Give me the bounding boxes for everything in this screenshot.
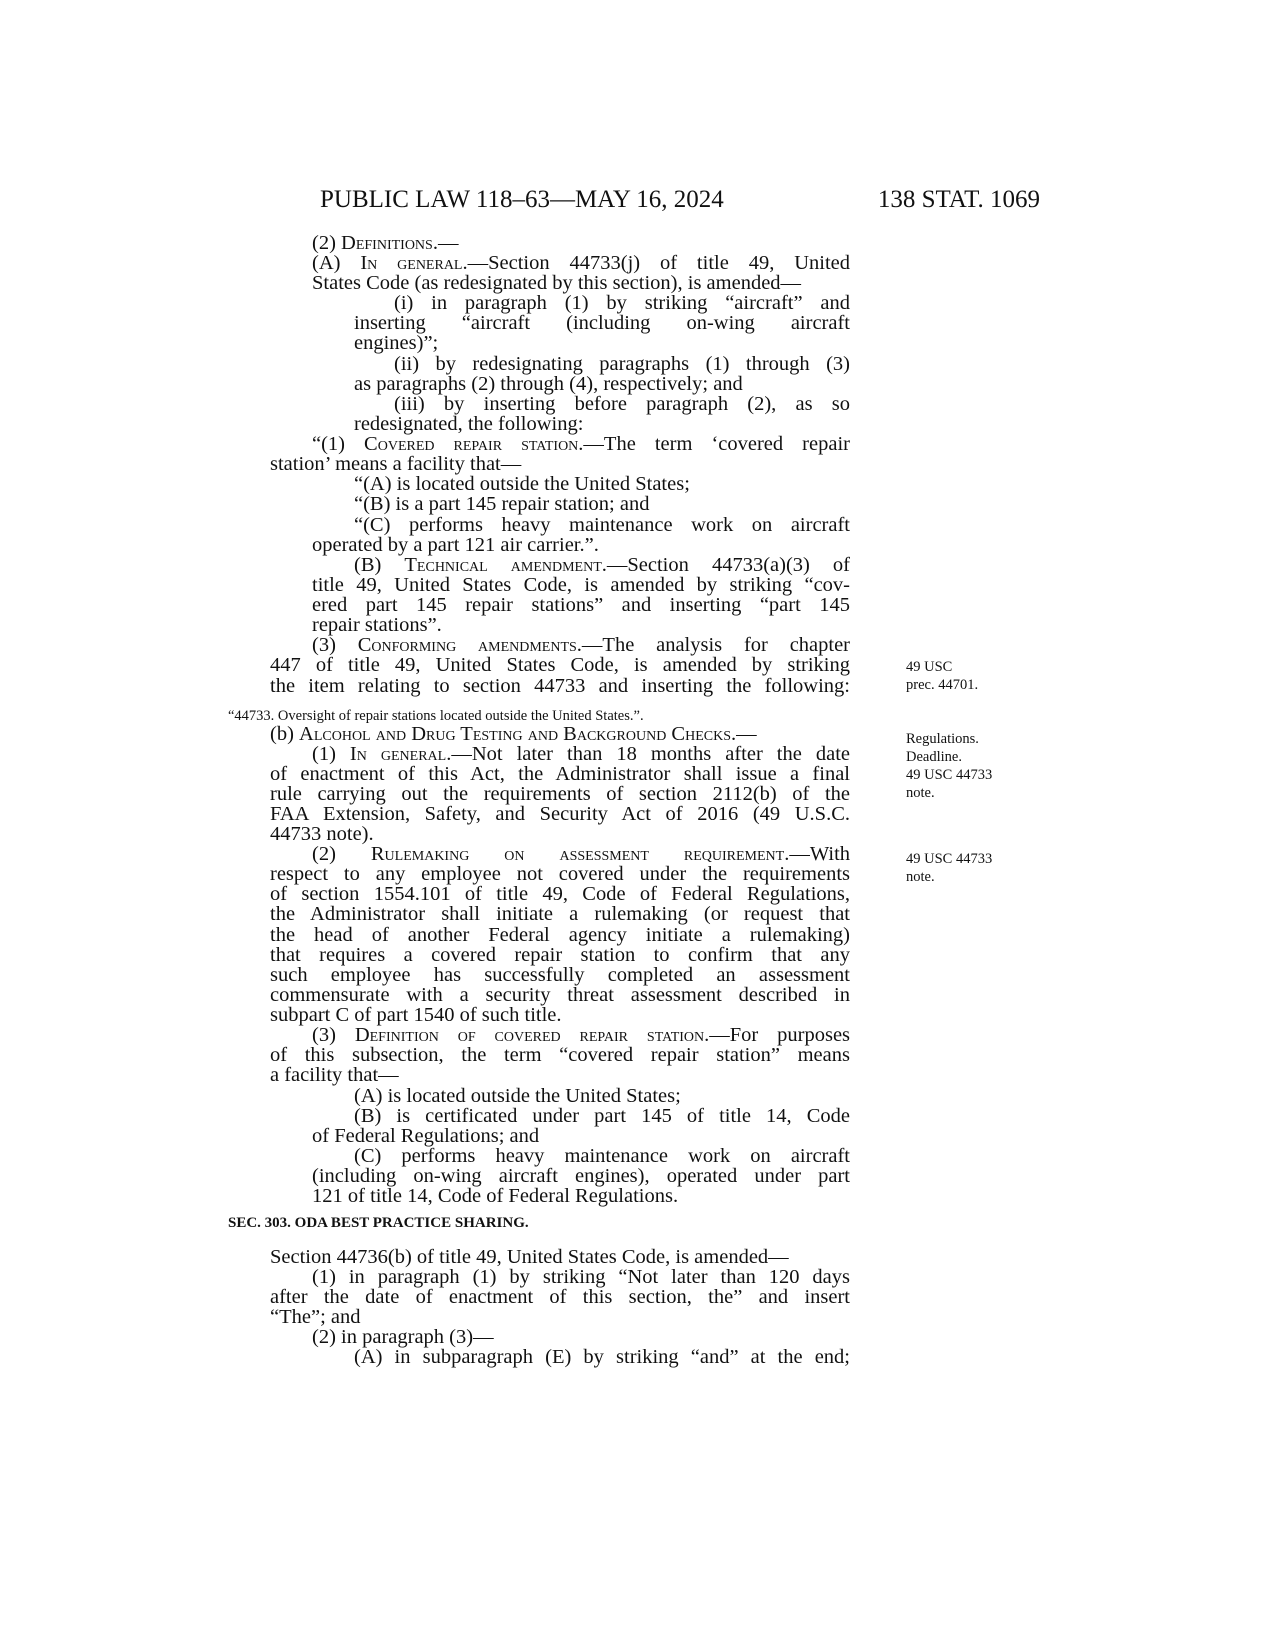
text-line: inserting “aircraft (including on-wing aircraft: [354, 312, 850, 334]
text-line: (i) in paragraph (1) by striking “aircraft” and: [394, 292, 850, 314]
text-line: (including on-wing aircraft engines), operated under part: [312, 1165, 850, 1187]
page-header: [270, 186, 1040, 218]
text-line: rule carrying out the requirements of section 2112(b) of the: [270, 783, 850, 805]
text-line: (A) in subparagraph (E) by striking “and” at the end;: [354, 1346, 850, 1368]
text-line: (b) Alcohol and Drug Testing and Background Checks.—: [270, 723, 757, 745]
text-line: Section 44736(b) of title 49, United States Code, is amended—: [270, 1246, 789, 1268]
margin-note-line: Regulations.: [906, 731, 979, 747]
margin-note-line: 49 USC 44733: [906, 851, 993, 867]
inserted-item: “44733. Oversight of repair stations located outside the United States.”.: [228, 708, 644, 724]
text-line: “(A) is located outside the United States;: [354, 473, 690, 495]
text-line: ered part 145 repair stations” and inserting “part 145: [312, 594, 850, 616]
header-citation: PUBLIC LAW 118–63—MAY 16, 2024: [320, 186, 724, 213]
text-line: after the date of enactment of this section, the” and insert: [270, 1286, 850, 1308]
text-line: a facility that—: [270, 1064, 399, 1086]
text-line: of Federal Regulations; and: [312, 1125, 540, 1147]
text-line: such employee has successfully completed an assessment: [270, 964, 850, 986]
margin-note-line: 49 USC: [906, 659, 953, 675]
text-line: 44733 note).: [270, 823, 374, 845]
margin-note: [906, 850, 992, 886]
text-line: FAA Extension, Safety, and Security Act of 2016 (49 U.S.C.: [270, 803, 850, 825]
text-line: (1) in paragraph (1) by striking “Not later than 120 days: [312, 1266, 850, 1288]
section-heading: SEC. 303. ODA BEST PRACTICE SHARING.: [228, 1215, 529, 1231]
text-line: (3) Conforming amendments.—The analysis for chapter: [312, 634, 851, 656]
text-line: (B) Technical amendment.—Section 44733(a)(3) of: [354, 554, 850, 576]
margin-note: [906, 658, 978, 694]
text-line: of enactment of this Act, the Administrator shall issue a final: [270, 763, 850, 785]
text-line: “(C) performs heavy maintenance work on aircraft: [354, 514, 850, 536]
text-line: operated by a part 121 air carrier.”.: [312, 534, 599, 556]
text-line: engines)”;: [354, 332, 439, 354]
text-line: of this subsection, the term “covered repair station” means: [270, 1044, 850, 1066]
text-line: respect to any employee not covered under the requirements: [270, 863, 850, 885]
text-line: repair stations”.: [312, 614, 442, 636]
text-line: (A) In general.—Section 44733(j) of title 49, United: [312, 252, 850, 274]
text-line: “(1) Covered repair station.—The term ‘covered repair: [312, 433, 850, 455]
text-line: “The”; and: [270, 1306, 361, 1328]
text-line: (A) is located outside the United States;: [354, 1085, 681, 1107]
text-line: 447 of title 49, United States Code, is amended by striking: [270, 654, 850, 676]
text-line: (ii) by redesignating paragraphs (1) through (3): [394, 353, 850, 375]
text-line: of section 1554.101 of title 49, Code of Federal Regulations,: [270, 883, 850, 905]
text-line: redesignated, the following:: [354, 413, 584, 435]
text-line: as paragraphs (2) through (4), respectively; and: [354, 373, 743, 395]
text-line: (2) Definitions.—: [312, 232, 459, 254]
text-line: (3) Definition of covered repair station.—For purposes: [312, 1024, 851, 1046]
text-line: that requires a covered repair station to confirm that any: [270, 944, 850, 966]
margin-note: [906, 730, 992, 802]
margin-note-line: Deadline.: [906, 749, 962, 765]
text-line: (2) Rulemaking on assessment requirement.—With: [312, 843, 851, 865]
margin-note-line: note.: [906, 785, 935, 801]
text-line: States Code (as redesignated by this section), is amended—: [312, 272, 802, 294]
margin-note-line: prec. 44701.: [906, 677, 979, 693]
text-line: 121 of title 14, Code of Federal Regulations.: [312, 1185, 679, 1207]
margin-note-line: note.: [906, 869, 935, 885]
text-line: (C) performs heavy maintenance work on aircraft: [354, 1145, 850, 1167]
text-line: the item relating to section 44733 and inserting the following:: [270, 675, 850, 697]
text-line: “(B) is a part 145 repair station; and: [354, 493, 650, 515]
text-line: the Administrator shall initiate a rulemaking (or request that: [270, 903, 850, 925]
text-line: (iii) by inserting before paragraph (2), as so: [394, 393, 850, 415]
text-line: (B) is certificated under part 145 of title 14, Code: [354, 1105, 850, 1127]
text-line: subpart C of part 1540 of such title.: [270, 1004, 562, 1026]
header-stat-page: 138 STAT. 1069: [877, 186, 1040, 213]
text-line: title 49, United States Code, is amended by striking “cov-: [312, 574, 850, 596]
text-line: the head of another Federal agency initiate a rulemaking): [270, 924, 850, 946]
text-line: commensurate with a security threat assessment described in: [270, 984, 850, 1006]
text-line: (1) In general.—Not later than 18 months after the date: [312, 743, 850, 765]
text-line: station’ means a facility that—: [270, 453, 522, 475]
text-line: (2) in paragraph (3)—: [312, 1326, 494, 1348]
margin-note-line: 49 USC 44733: [906, 767, 993, 783]
